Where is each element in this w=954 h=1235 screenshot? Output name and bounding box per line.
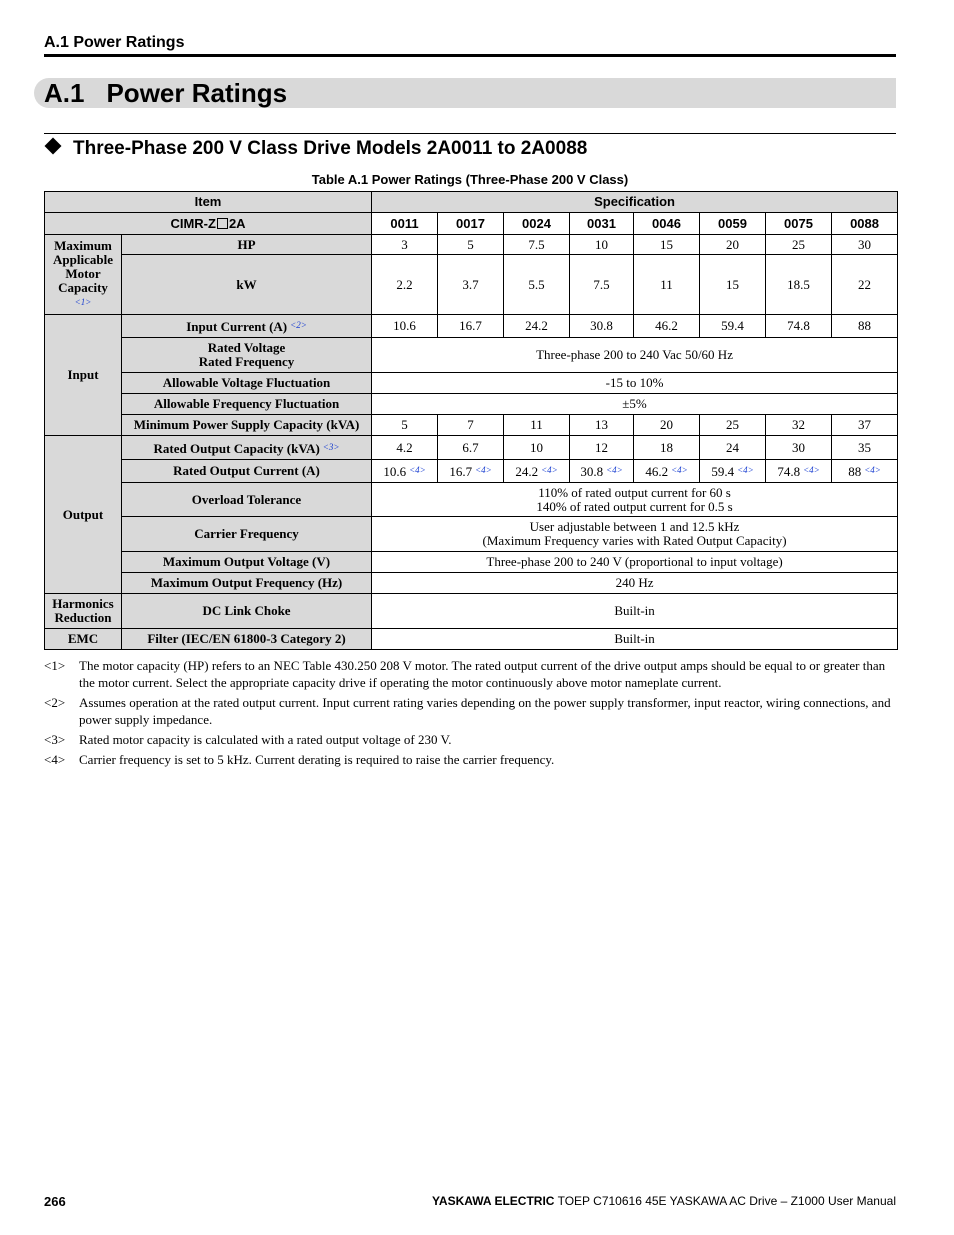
- footnote: [44, 657, 896, 691]
- carrier-value: User adjustable between 1 and 12.5 kHz (Maximum Frequency varies with Rated Output Capacity): [372, 517, 898, 552]
- hp-value: 15: [634, 235, 700, 255]
- carrier-label: Carrier Frequency: [122, 517, 372, 552]
- kw-value: 18.5: [766, 255, 832, 315]
- placeholder-box-icon: [217, 218, 228, 229]
- output-capacity-value: 6.7: [438, 436, 504, 460]
- min-power-value: 32: [766, 415, 832, 436]
- kw-value: 3.7: [438, 255, 504, 315]
- output-current-label: Rated Output Current (A): [122, 460, 372, 483]
- input-group: Input: [45, 315, 122, 436]
- output-current-value: 59.4 $^{<4>}$: [700, 460, 766, 483]
- footnote-link-4[interactable]: <4>: [606, 465, 623, 475]
- input-current-value: 59.4: [700, 315, 766, 338]
- dc-choke-value: Built-in: [372, 594, 898, 629]
- model-cell: 0031: [570, 213, 634, 235]
- hp-value: 25: [766, 235, 832, 255]
- kw-value: 5.5: [504, 255, 570, 315]
- footnote-link-2[interactable]: <2>: [290, 320, 307, 330]
- input-current-value: 30.8: [570, 315, 634, 338]
- output-group: Output: [45, 436, 122, 594]
- min-power-value: 13: [570, 415, 634, 436]
- footnote-link-4[interactable]: <4>: [864, 465, 881, 475]
- input-current-value: 88: [832, 315, 898, 338]
- footnote: [44, 694, 896, 728]
- filter-label: Filter (IEC/EN 61800-3 Category 2): [122, 629, 372, 650]
- footnote-link-4[interactable]: <4>: [541, 465, 558, 475]
- output-current-value: 46.2 $^{<4>}$: [634, 460, 700, 483]
- dc-choke-row: [45, 594, 898, 629]
- diamond-bullet-icon: [45, 138, 62, 155]
- emc-row: [45, 629, 898, 650]
- footnote-link-3[interactable]: <3>: [322, 441, 340, 452]
- kw-value: 2.2: [372, 255, 438, 315]
- kw-label: kW: [122, 255, 372, 315]
- input-current-value: 24.2: [504, 315, 570, 338]
- frequency-fluctuation-value: ±5%: [372, 394, 898, 415]
- kw-value: 15: [700, 255, 766, 315]
- hp-value: 5: [438, 235, 504, 255]
- hp-value: 3: [372, 235, 438, 255]
- footer-brand: YASKAWA ELECTRIC: [432, 1194, 555, 1208]
- min-power-value: 7: [438, 415, 504, 436]
- subsection-title: Three-Phase 200 V Class Drive Models 2A0011 to 2A0088: [73, 138, 588, 159]
- input-current-value: 16.7: [438, 315, 504, 338]
- subsection-heading: [44, 138, 587, 160]
- footer-document-info: [432, 1194, 896, 1208]
- footnote-label: <1>: [44, 658, 66, 673]
- footnote-label: <4>: [44, 752, 66, 767]
- footnote-link-4[interactable]: <4>: [671, 465, 688, 475]
- max-voltage-row: [45, 552, 898, 573]
- footnote-text: Rated motor capacity is calculated with a rated output voltage of 230 V.: [79, 732, 452, 747]
- max-frequency-row: [45, 573, 898, 594]
- overload-value: 110% of rated output current for 60 s 140% of rated output current for 0.5 s: [372, 483, 898, 517]
- running-header: A.1 Power Ratings: [44, 34, 185, 51]
- output-current-value: 74.8 $^{<4>}$: [766, 460, 832, 483]
- min-power-value: 20: [634, 415, 700, 436]
- hp-value: 20: [700, 235, 766, 255]
- kw-value: 22: [832, 255, 898, 315]
- input-current-row: [45, 315, 898, 338]
- model-row: [45, 213, 898, 235]
- max-voltage-value: Three-phase 200 to 240 V (proportional to input voltage): [372, 552, 898, 573]
- output-capacity-value: 12: [570, 436, 634, 460]
- input-current-value: 10.6: [372, 315, 438, 338]
- rated-voltage-row: [45, 338, 898, 373]
- footnote-link-4[interactable]: <4>: [409, 465, 426, 475]
- frequency-fluctuation-row: [45, 394, 898, 415]
- input-current-value: 74.8: [766, 315, 832, 338]
- subsection-rule: [44, 133, 896, 134]
- model-cell: 0046: [634, 213, 700, 235]
- motor-capacity-group: Maximum Applicable Motor Capacity $^{<1>}$: [45, 235, 122, 315]
- output-capacity-value: 10: [504, 436, 570, 460]
- model-cell: 0059: [700, 213, 766, 235]
- footer-doc: TOEP C710616 45E YASKAWA AC Drive – Z1000 User Manual: [557, 1194, 896, 1208]
- hp-row: [45, 235, 898, 255]
- item-header: Item: [45, 192, 372, 213]
- footnote-label: <3>: [44, 732, 66, 747]
- footnote-link-4[interactable]: <4>: [737, 465, 754, 475]
- footnote-link-4[interactable]: <4>: [803, 465, 820, 475]
- header-rule: [44, 54, 896, 57]
- page-number: 266: [44, 1194, 66, 1209]
- emc-group: EMC: [45, 629, 122, 650]
- kw-value: 7.5: [570, 255, 634, 315]
- rated-voltage-value: Three-phase 200 to 240 Vac 50/60 Hz: [372, 338, 898, 373]
- footnotes: [44, 657, 896, 771]
- output-current-row: [45, 460, 898, 483]
- min-power-value: 37: [832, 415, 898, 436]
- footnote-text: Carrier frequency is set to 5 kHz. Current derating is required to raise the carrier frequency.: [79, 752, 555, 767]
- output-current-value: 10.6 $^{<4>}$: [372, 460, 438, 483]
- kw-value: 11: [634, 255, 700, 315]
- voltage-fluctuation-row: [45, 373, 898, 394]
- min-power-value: 11: [504, 415, 570, 436]
- max-voltage-label: Maximum Output Voltage (V): [122, 552, 372, 573]
- output-capacity-value: 18: [634, 436, 700, 460]
- hp-value: 10: [570, 235, 634, 255]
- section-title-text: Power Ratings: [106, 78, 288, 108]
- hp-value: 30: [832, 235, 898, 255]
- dc-choke-label: DC Link Choke: [122, 594, 372, 629]
- voltage-fluctuation-value: -15 to 10%: [372, 373, 898, 394]
- frequency-fluctuation-label: Allowable Frequency Fluctuation: [122, 394, 372, 415]
- kw-row: [45, 255, 898, 315]
- harmonics-group: Harmonics Reduction: [45, 594, 122, 629]
- section-number: A.1: [44, 78, 85, 108]
- hp-value: 7.5: [504, 235, 570, 255]
- output-current-value: 88 $^{<4>}$: [832, 460, 898, 483]
- output-current-value: 24.2 $^{<4>}$: [504, 460, 570, 483]
- footnote: [44, 751, 896, 768]
- output-capacity-row: [45, 436, 898, 460]
- output-current-value: 16.7 $^{<4>}$: [438, 460, 504, 483]
- voltage-fluctuation-label: Allowable Voltage Fluctuation: [122, 373, 372, 394]
- input-current-label: Input Current (A) $^{<2>}$: [122, 315, 372, 338]
- footnote: [44, 731, 896, 748]
- table-caption: Table A.1 Power Ratings (Three-Phase 200 V Class): [311, 172, 629, 187]
- output-capacity-value: 30: [766, 436, 832, 460]
- output-capacity-value: 4.2: [372, 436, 438, 460]
- min-power-label: Minimum Power Supply Capacity (kVA): [122, 415, 372, 436]
- table-header-row: [45, 192, 898, 213]
- min-power-value: 25: [700, 415, 766, 436]
- output-current-value: 30.8 $^{<4>}$: [570, 460, 634, 483]
- footnote-label: <2>: [44, 695, 66, 710]
- footnote-text: The motor capacity (HP) refers to an NEC Table 430.250 208 V motor. The rated output current of the drive output amps should be equal to or greater than the motor current. Select the appropriate capacity drive if operating the motor continuously above motor nameplate current.: [79, 658, 886, 690]
- max-frequency-value: 240 Hz: [372, 573, 898, 594]
- section-title: [44, 78, 287, 108]
- power-ratings-table: [44, 191, 898, 650]
- rated-voltage-label: Rated Voltage Rated Frequency: [122, 338, 372, 373]
- min-power-row: [45, 415, 898, 436]
- output-capacity-value: 24: [700, 436, 766, 460]
- model-cell: 0011: [372, 213, 438, 235]
- footnote-link-4[interactable]: <4>: [475, 465, 492, 475]
- filter-value: Built-in: [372, 629, 898, 650]
- hp-label: HP: [122, 235, 372, 255]
- model-cell: 0017: [438, 213, 504, 235]
- output-capacity-label: Rated Output Capacity (kVA) $^{<3>}$: [122, 436, 372, 460]
- model-label: CIMR-Z 2A: [45, 213, 372, 235]
- input-current-value: 46.2: [634, 315, 700, 338]
- max-frequency-label: Maximum Output Frequency (Hz): [122, 573, 372, 594]
- footnote-text: Assumes operation at the rated output current. Input current rating varies depending on the power supply transformer, input reactor, wiring connections, and power supply impedance.: [79, 695, 891, 727]
- min-power-value: 5: [372, 415, 438, 436]
- model-cell: 0088: [832, 213, 898, 235]
- model-cell: 0024: [504, 213, 570, 235]
- overload-label: Overload Tolerance: [122, 483, 372, 517]
- overload-row: [45, 483, 898, 517]
- carrier-row: [45, 517, 898, 552]
- footnote-link-1[interactable]: <1>: [74, 296, 92, 307]
- output-capacity-value: 35: [832, 436, 898, 460]
- specification-header: Specification: [372, 192, 898, 213]
- model-cell: 0075: [766, 213, 832, 235]
